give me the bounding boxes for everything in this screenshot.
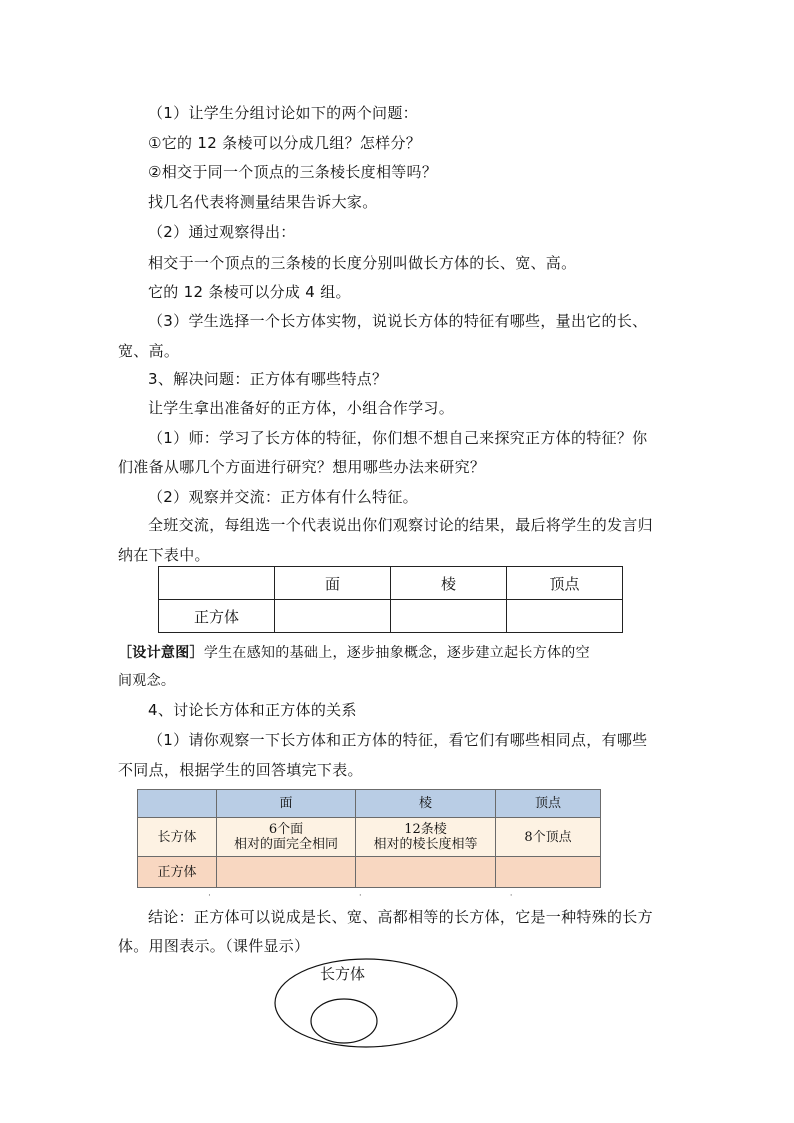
cube-set-ellipse [311, 999, 377, 1043]
design-intent-text: 学生在感知的基础上，逐步抽象概念，逐步建立起长方体的空 [203, 645, 590, 661]
table-header-vertex: 顶点 [496, 790, 601, 818]
table-header-edge: 棱 [391, 567, 507, 600]
paragraph: 相交于一个顶点的三条棱的长度分别叫做长方体的长、宽、高。 [148, 254, 577, 272]
row-label-cuboid: 长方体 [138, 818, 217, 857]
cuboid-face-note: 相对的面完全相同 [233, 837, 338, 852]
table-dots: ·​·​· [208, 891, 661, 901]
row-label-cube: 正方体 [138, 857, 217, 888]
table-cell [496, 857, 601, 888]
paragraph: 它的 12 条棱可以分成 4 组。 [148, 283, 351, 301]
paragraph: ②相交于同一个顶点的三条棱长度相等吗？ [148, 163, 438, 181]
paragraph: （1）让学生分组讨论如下的两个问题： [148, 104, 418, 122]
table-cell [217, 857, 356, 888]
paragraph: 找几名代表将测量结果告诉大家。 [148, 193, 378, 211]
paragraph: 体。用图表示。（课件显示） [118, 937, 310, 955]
table-cell [275, 600, 391, 633]
paragraph: （2）通过观察得出： [148, 223, 296, 241]
paragraph: （1）请你观察一下长方体和正方体的特征，看它们有哪些相同点，有哪些 [148, 731, 648, 749]
table-header-face: 面 [217, 790, 356, 818]
cuboid-edge-cell [356, 818, 496, 857]
paragraph: （1）师：学习了长方体的特征，你们想不想自己来探究正方体的特征？你 [148, 429, 648, 447]
table-cell [391, 600, 507, 633]
table-cell [159, 567, 275, 600]
table-header-edge: 棱 [356, 790, 496, 818]
design-intent-label: ［设计意图］ [118, 645, 204, 661]
venn-diagram [274, 958, 458, 1048]
paragraph: 让学生拿出准备好的正方体，小组合作学习。 [148, 399, 455, 417]
paragraph: （2）观察并交流：正方体有什么特征。 [148, 488, 418, 506]
paragraph: ①它的 12 条棱可以分成几组？怎样分？ [148, 134, 422, 152]
cuboid-set-ellipse [275, 959, 457, 1047]
paragraph: （3）学生选择一个长方体实物，说说长方体的特征有哪些，量出它的长、 [148, 312, 648, 330]
table-row [138, 857, 601, 888]
design-intent [118, 643, 590, 663]
cuboid-face-cell [217, 818, 356, 857]
cuboid-edge-note: 相对的棱长度相等 [373, 837, 478, 852]
table-header-face: 面 [275, 567, 391, 600]
section-heading: 4、讨论长方体和正方体的关系 [148, 701, 357, 719]
table-cell [507, 600, 623, 633]
cuboid-face-count: 6个面 [268, 822, 304, 837]
row-label-cube: 正方体 [159, 600, 275, 633]
paragraph: 全班交流，每组选一个代表说出你们观察讨论的结果，最后将学生的发言归 [148, 516, 653, 534]
table-header-row [138, 790, 601, 818]
venn-outer-label: 长方体 [320, 965, 366, 983]
table-row [159, 600, 623, 633]
paragraph: 不同点，根据学生的回答填完下表。 [118, 761, 363, 779]
paragraph: 们准备从哪几个方面进行研究？想用哪些办法来研究？ [118, 458, 486, 476]
paragraph: 宽、高。 [118, 342, 180, 360]
table-header-row [159, 567, 623, 600]
cube-features-table [158, 566, 623, 633]
cuboid-vertex-cell: 8个顶点 [496, 818, 601, 857]
table-cell [138, 790, 217, 818]
table-row [138, 818, 601, 857]
table-cell [356, 857, 496, 888]
conclusion-paragraph: 结论：正方体可以说成是长、宽、高都相等的长方体，它是一种特殊的长方 [148, 908, 653, 926]
table-header-vertex: 顶点 [507, 567, 623, 600]
design-intent-continued: 间观念。 [118, 673, 176, 689]
section-heading: 3、解决问题：正方体有哪些特点？ [148, 370, 388, 388]
paragraph: 纳在下表中。 [118, 546, 210, 564]
comparison-table [137, 789, 601, 888]
cuboid-edge-count: 12条棱 [404, 822, 447, 837]
